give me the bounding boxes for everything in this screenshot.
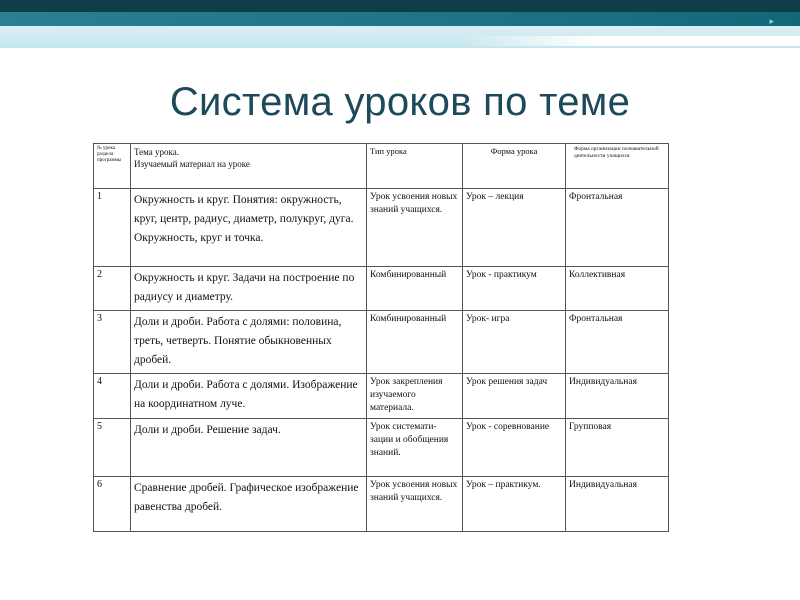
row-num: 6	[94, 477, 131, 532]
row-topic: Сравнение дробей. Графическое изображение равенства дробей.	[131, 477, 367, 532]
header-org: Форма организации познавательной деятельности учащихся	[566, 144, 669, 189]
header-band-dark	[0, 0, 800, 12]
header-form: Форма урока	[463, 144, 566, 189]
row-type: Комбинированный	[367, 311, 463, 374]
row-num: 3	[94, 311, 131, 374]
row-org: Коллективная	[566, 267, 669, 311]
row-form: Урок- игра	[463, 311, 566, 374]
header-band-teal	[0, 12, 800, 26]
header-num: № урока раздела программы	[94, 144, 131, 189]
table-row	[94, 311, 669, 374]
row-type: Урок закрепления изучаемого материала.	[367, 374, 463, 419]
row-org: Фронтальная	[566, 311, 669, 374]
row-org: Индивидуальная	[566, 374, 669, 419]
row-org: Фронтальная	[566, 189, 669, 267]
row-type: Урок системати-зации и обобщения знаний.	[367, 419, 463, 477]
header-topic	[131, 144, 367, 189]
table-row	[94, 419, 669, 477]
row-form: Урок решения задач	[463, 374, 566, 419]
row-type: Урок усвоения новых знаний учащихся.	[367, 189, 463, 267]
header-topic-line1: Тема урока.	[134, 147, 180, 157]
chevron-right-icon: ▸	[769, 16, 774, 26]
row-num: 1	[94, 189, 131, 267]
row-topic: Доли и дроби. Работа с долями. Изображение на координатном луче.	[131, 374, 367, 419]
header-topic-line2: Изучаемый материал на уроке	[134, 159, 250, 169]
row-topic: Окружность и круг. Понятия: окружность, круг, центр, радиус, диаметр, полукруг, дуга. Окружность, круг и точка.	[131, 189, 367, 267]
row-num: 4	[94, 374, 131, 419]
row-num: 2	[94, 267, 131, 311]
row-topic: Доли и дроби. Решение задач.	[131, 419, 367, 477]
row-form: Урок – практикум.	[463, 477, 566, 532]
table-row	[94, 267, 669, 311]
row-org: Индивидуальная	[566, 477, 669, 532]
row-num: 5	[94, 419, 131, 477]
row-form: Урок – лекция	[463, 189, 566, 267]
slide-title: Система уроков по теме	[169, 80, 631, 124]
row-org: Групповая	[566, 419, 669, 477]
table-row	[94, 374, 669, 419]
table-row	[94, 189, 669, 267]
table-header-row	[94, 144, 669, 189]
row-form: Урок - практикум	[463, 267, 566, 311]
header-type: Тип урока	[367, 144, 463, 189]
row-topic: Окружность и круг. Задачи на построение по радиусу и диаметру.	[131, 267, 367, 311]
lessons-table	[93, 143, 669, 532]
row-form: Урок - соревнование	[463, 419, 566, 477]
row-type: Комбинированный	[367, 267, 463, 311]
header-highlight-stripe	[460, 36, 800, 46]
row-topic: Доли и дроби. Работа с долями: половина, треть, четверть. Понятие обыкновенных дробей.	[131, 311, 367, 374]
row-type: Урок усвоения новых знаний учащихся.	[367, 477, 463, 532]
table-row	[94, 477, 669, 532]
